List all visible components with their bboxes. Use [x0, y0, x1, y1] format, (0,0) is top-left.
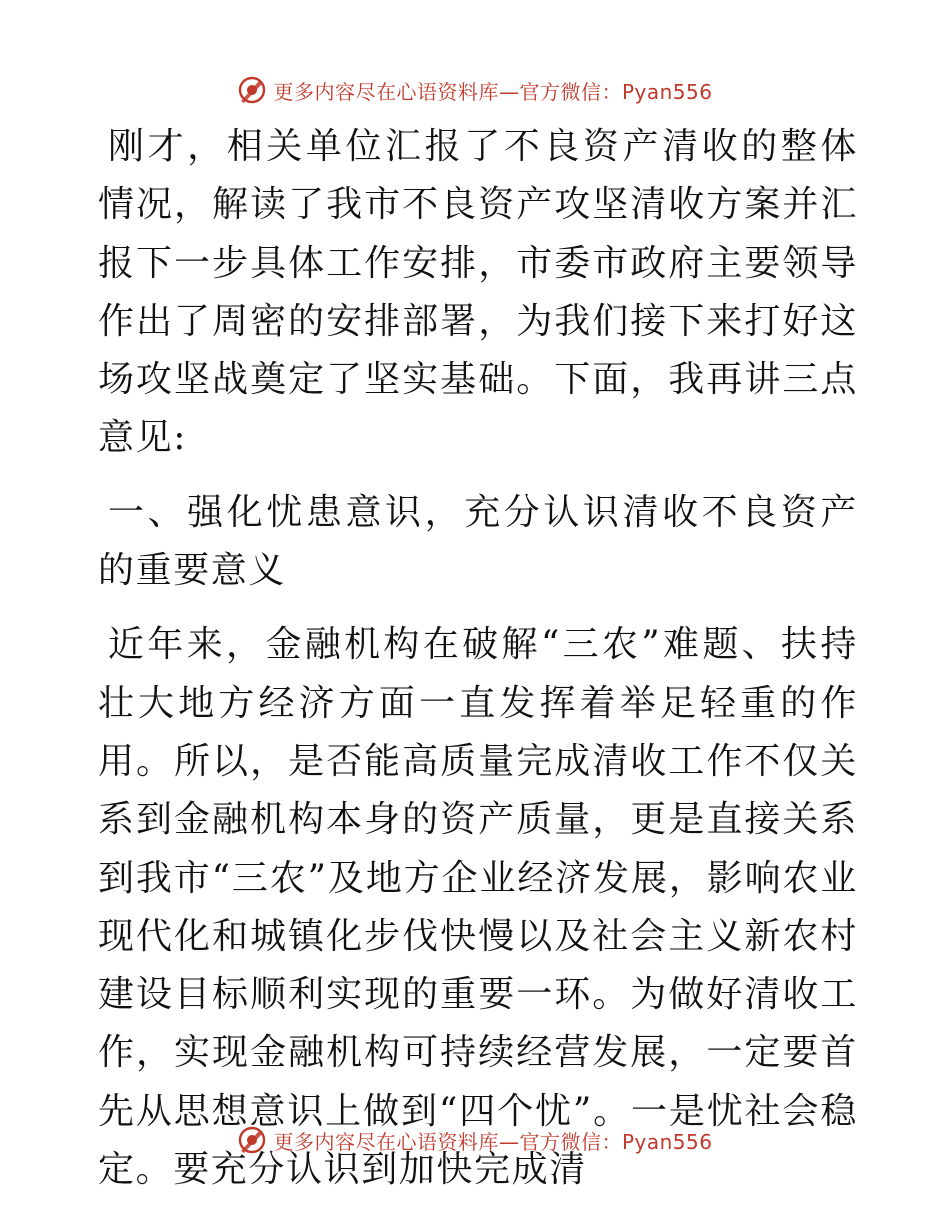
- footer-banner: [0, 1120, 950, 1160]
- quill-circle-logo-icon: [237, 75, 267, 105]
- header-banner: [0, 70, 950, 110]
- section-heading-1: 一、强化忧患意识，充分认识清收不良资产的重要意义: [98, 491, 858, 592]
- quill-circle-logo-icon: [237, 1125, 267, 1155]
- document-body: [98, 118, 858, 1199]
- paragraph-section-1: 近年来，金融机构在破解“三农”难题、扶持壮大地方经济方面一直发挥着举足轻重的作用。所以，是否能高质量完成清收工作不仅关系到金融机构本身的资产质量，更是直接关系到我市“三农”及地方企业经济发展，影响农业现代化和城镇化步伐快慢以及社会主义新农村建设目标顺利实现的重要一环。为做好清收工作，实现金融机构可持续经营发展，一定要首先从思想意识上做到“四个忧”。一是忧社会稳定。要充分认识到加快完成清: [98, 624, 858, 1191]
- banner-main-text: 更多内容尽在心语资料库: [273, 79, 499, 104]
- banner-wechat-text: —官方微信：Pyan556: [498, 1129, 713, 1154]
- paragraph-intro: 刚才，相关单位汇报了不良资产清收的整体情况，解读了我市不良资产攻坚清收方案并汇报下一步具体工作安排，市委市政府主要领导作出了周密的安排部署，为我们接下来打好这场攻坚战奠定了坚实基础。下面，我再讲三点意见:: [98, 126, 858, 459]
- banner-main-text: 更多内容尽在心语资料库: [273, 1129, 499, 1154]
- banner-wechat-text: —官方微信：Pyan556: [498, 79, 713, 104]
